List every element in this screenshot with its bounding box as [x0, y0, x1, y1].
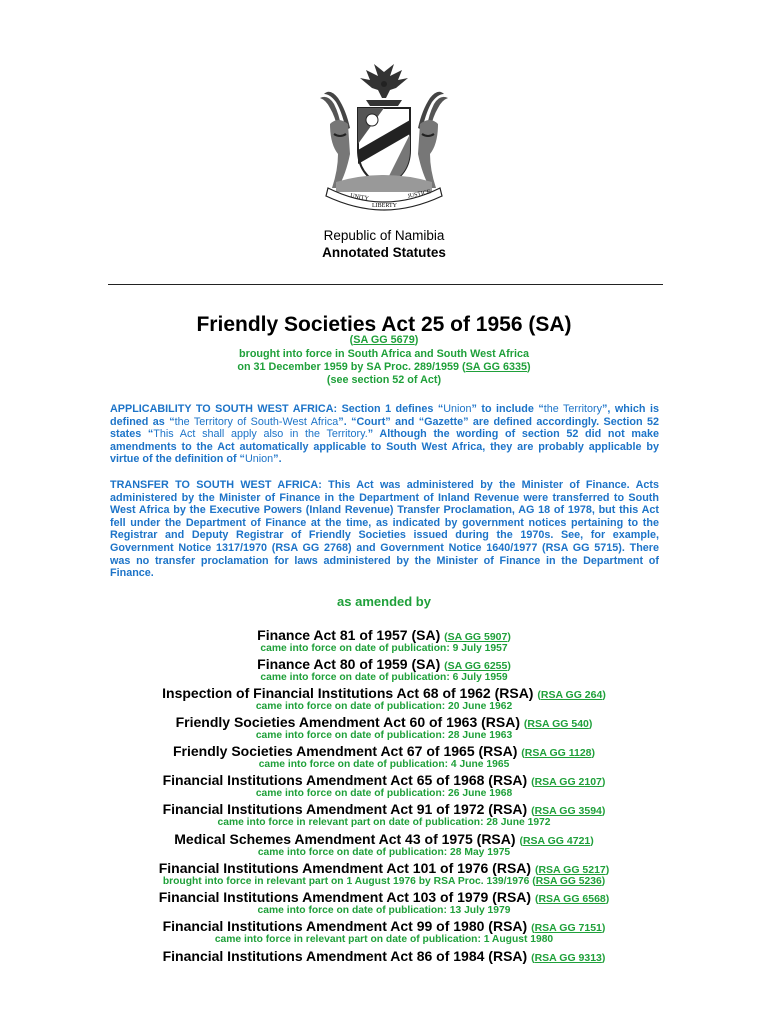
annotated-statutes-label: Annotated Statutes	[322, 245, 446, 260]
transfer-note: TRANSFER TO SOUTH WEST AFRICA: This Act was administered by the Minister of Finance. Acts administered by the Minister of Finance in the Department of Inland Revenue were transferred to South West Africa by the Executive Powers (Inland Revenue) Transfer Proclamation, AG 18 of 1978, but this Act fell under the Department of Finance at the time, as indicated by government notices pertaining to the Registrar and Deputy Registrar of Friendly Societies issued during the 1970s. See, for example, Government Notice 1317/1970 (RSA GG 2768) and Government Notice 1640/1977 (RSA GG 5715). There was no transfer proclamation for laws administered by the Minister of Finance in the Department of Finance.	[110, 479, 659, 580]
svg-text:LIBERTY: LIBERTY	[372, 203, 397, 209]
gazette-reference: (SA GG 5679)	[349, 334, 419, 346]
gazette-link[interactable]: SA GG 5679	[353, 334, 415, 346]
commencement-line-1: brought into force in South Africa and South West Africa	[239, 348, 529, 360]
amendment-gazette-link[interactable]: RSA GG 1128	[524, 747, 592, 759]
header-divider	[108, 284, 663, 285]
amendment-gazette-link[interactable]: SA GG 6255	[447, 660, 508, 672]
amendment-title: Financial Institutions Amendment Act 99 of 1980 (RSA) (RSA GG 7151)	[162, 918, 606, 934]
commencement-line-3: (see section 52 of Act)	[326, 374, 442, 386]
act-title: Friendly Societies Act 25 of 1956 (SA)	[196, 313, 572, 336]
amendment-title: Financial Institutions Amendment Act 91 of 1972 (RSA) (RSA GG 3594)	[162, 801, 606, 817]
amendment-gazette-link[interactable]: RSA GG 7151	[534, 922, 602, 934]
amendment-note: came into force on date of publication: 26 June 1968	[255, 788, 513, 799]
amendment-gazette-link[interactable]: RSA GG 5217	[538, 864, 606, 876]
amendment-gazette-link[interactable]: RSA GG 2107	[534, 776, 602, 788]
amendment-title: Finance Act 80 of 1959 (SA) (SA GG 6255)	[257, 656, 511, 672]
svg-text:UNITY: UNITY	[349, 193, 370, 203]
amendment-title: Finance Act 81 of 1957 (SA) (SA GG 5907)	[257, 627, 511, 643]
republic-label: Republic of Namibia	[323, 228, 445, 243]
amended-heading: as amended by	[337, 594, 431, 609]
amendment-gazette-link[interactable]: RSA GG 264	[540, 689, 603, 701]
amendment-title: Financial Institutions Amendment Act 65 of 1968 (RSA) (RSA GG 2107)	[162, 772, 606, 788]
commencement-line-2: on 31 December 1959 by SA Proc. 289/1959 (SA GG 6335)	[237, 361, 531, 373]
amendment-note: came into force in relevant part on date of publication: 1 August 1980	[214, 934, 554, 945]
amendment-note: came into force on date of publication: 9 July 1957	[260, 643, 508, 654]
coat-of-arms-icon	[316, 64, 452, 212]
svg-text:JUSTICE: JUSTICE	[407, 189, 432, 200]
amendment-title: Friendly Societies Amendment Act 60 of 1963 (RSA) (RSA GG 540)	[175, 714, 593, 730]
amendment-note: came into force on date of publication: 4 June 1965	[258, 759, 510, 770]
commencement-gazette-link[interactable]: SA GG 6335	[465, 361, 528, 373]
amendment-note: came into force on date of publication: 20 June 1962	[255, 701, 513, 712]
amendment-note: brought into force in relevant part on 1 August 1976 by RSA Proc. 139/1976 (RSA GG 5236)	[162, 876, 606, 887]
amendment-note-gazette-link[interactable]: RSA GG 5236	[535, 876, 602, 887]
amendment-title: Medical Schemes Amendment Act 43 of 1975 (RSA) (RSA GG 4721)	[174, 831, 594, 847]
amendment-note: came into force on date of publication: 13 July 1979	[257, 905, 511, 916]
amendment-gazette-link[interactable]: RSA GG 6568	[538, 893, 606, 905]
amendment-gazette-link[interactable]: SA GG 5907	[447, 631, 508, 643]
amendment-note: came into force in relevant part on date of publication: 28 June 1972	[217, 817, 551, 828]
amendment-gazette-link[interactable]: RSA GG 540	[527, 718, 589, 730]
amendment-title: Financial Institutions Amendment Act 86 of 1984 (RSA) (RSA GG 9313)	[162, 948, 606, 964]
amendment-note: came into force on date of publication: 28 May 1975	[257, 847, 511, 858]
amendment-title: Financial Institutions Amendment Act 101 of 1976 (RSA) (RSA GG 5217)	[158, 860, 610, 876]
amendment-gazette-link[interactable]: RSA GG 4721	[522, 835, 591, 847]
amendment-title: Friendly Societies Amendment Act 67 of 1965 (RSA) (RSA GG 1128)	[172, 743, 595, 759]
amendment-gazette-link[interactable]: RSA GG 9313	[534, 952, 602, 964]
amendment-gazette-link[interactable]: RSA GG 3594	[534, 805, 602, 817]
amendment-note: came into force on date of publication: 28 June 1963	[255, 730, 513, 741]
amendment-title: Financial Institutions Amendment Act 103 of 1979 (RSA) (RSA GG 6568)	[158, 889, 610, 905]
amendment-note: came into force on date of publication: 6 July 1959	[260, 672, 508, 683]
amendment-title: Inspection of Financial Institutions Act 68 of 1962 (RSA) (RSA GG 264)	[162, 685, 606, 701]
applicability-note: APPLICABILITY TO SOUTH WEST AFRICA: Section 1 defines “Union” to include “the Territory”, which is defined as “the Territory of South-West Africa”. “Court” and “Gazette” are defined accordingly. Section 52 states “This Act shall apply also in the Territory.” Although the wording of section 52 did not make amendments to the Act automatically applicable to South West Africa, they are probably applicable by virtue of the definition of “Union”.	[110, 403, 659, 466]
